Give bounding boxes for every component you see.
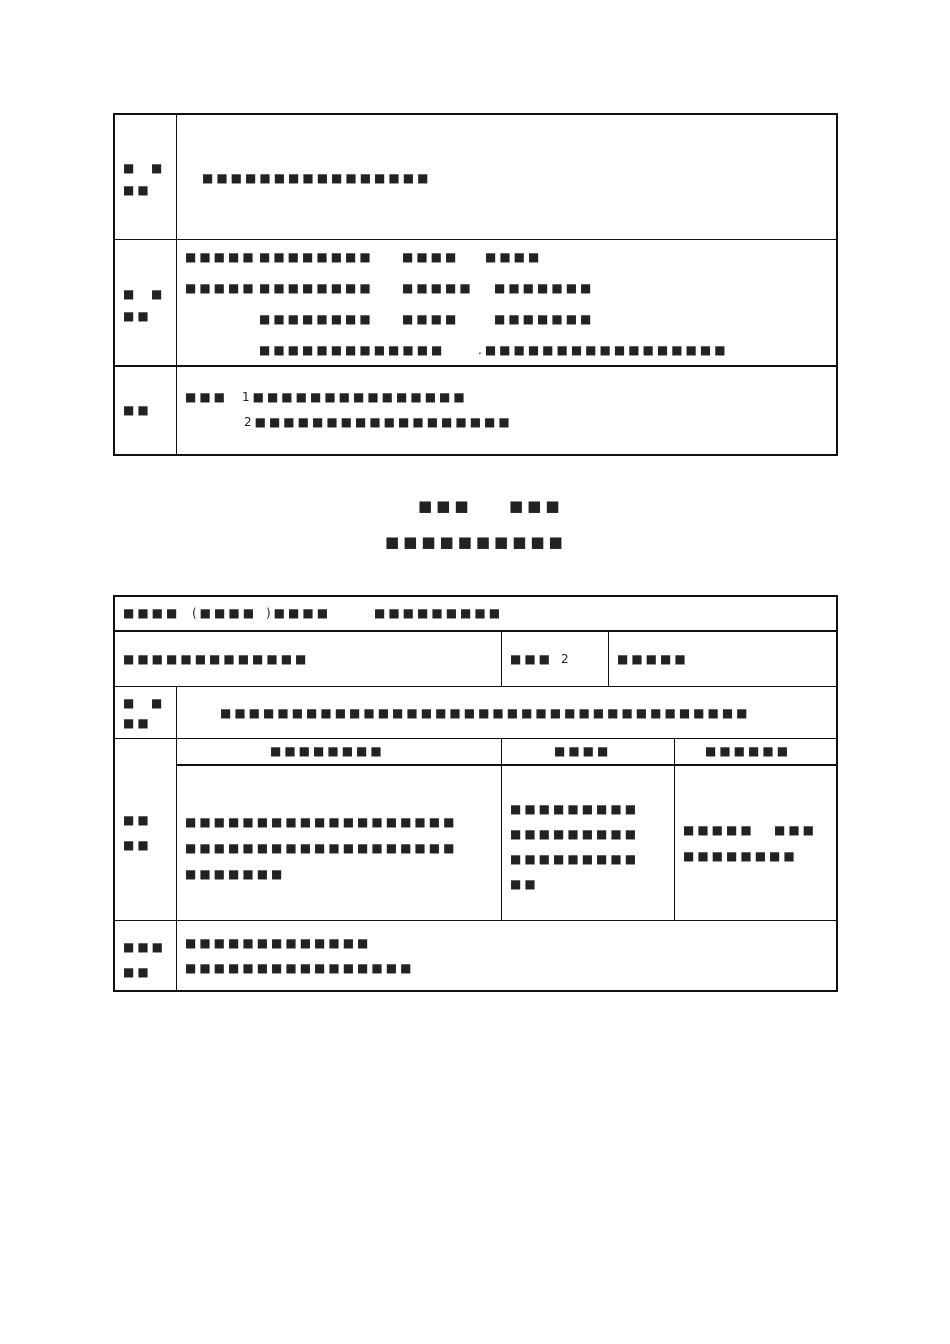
heading-line1-part-a: ■■■: [418, 497, 473, 515]
table2-row2-right: ■■■■■: [617, 652, 689, 666]
table2-row2-divider-b: [608, 630, 609, 687]
table2-row2-divider-a: [501, 630, 502, 687]
table2-row-divider-1: [113, 630, 838, 632]
table2-col-header-3: ■■■■■■: [705, 744, 792, 758]
table2-row4-col3-b: ■■■: [774, 823, 818, 837]
table1-row2-line4-b: ■■■■■■■■■■■■■: [259, 343, 446, 357]
table2-row4-label: ■■ ■■: [123, 813, 152, 852]
table1-label-divider: [176, 113, 177, 456]
table2-row5-line2: ■■■■■■■■■■■■■■■■: [185, 961, 415, 975]
heading-line2: ■■■■■■■■■■: [385, 533, 567, 551]
table2-row4-col1-text: ■■■■■■■■■■■■■■■■■■■ ■■■■■■■■■■■■■■■■■■■ ■■■■■■■: [185, 815, 458, 881]
table2-header-d: ■■■■■■■■■: [374, 606, 504, 620]
table2-row5-line1: ■■■■■■■■■■■■■: [185, 936, 372, 950]
table2-subheader-divider: [176, 764, 838, 766]
table1-row-divider-1: [113, 239, 838, 240]
table2-row2-mid-value: 2: [561, 652, 572, 666]
table1-row1-label: ■ ■ ■■: [123, 161, 166, 197]
table1-row2-line1-a: ■■■■■: [185, 250, 257, 264]
table2-row4-col3-a: ■■■■■: [683, 823, 755, 837]
table2-row-divider-4: [113, 920, 838, 921]
heading-line1-part-b: ■■■: [509, 497, 564, 515]
table2-header-a: ■■■■: [123, 606, 181, 620]
table2-header-c: )■■■■: [266, 606, 332, 620]
table1-row2-line2-b: ■■■■■■■■: [259, 281, 374, 295]
table1-row2-line1-d: ■■■■: [485, 250, 543, 264]
table1-row3-label: ■■: [123, 403, 152, 417]
table1-row2-line1-c: ■■■■: [402, 250, 460, 264]
table1-row2-line3-c: ■■■■: [402, 312, 460, 326]
table2-row4-col3-c: ■■■■■■■■: [683, 849, 798, 863]
table2-col-divider-1: [501, 738, 502, 921]
table2-row2-mid-label: ■■■: [510, 652, 554, 666]
table1-row3-prefix: ■■■: [185, 390, 229, 404]
table1-row2-line2-a: ■■■■■: [185, 281, 257, 295]
table1-row2-line4-c: .■■■■■■■■■■■■■■■■■: [478, 343, 729, 357]
table2-header-b: (■■■■: [192, 606, 258, 620]
table2-col-header-1: ■■■■■■■■: [270, 744, 385, 758]
table2-row-divider-3: [113, 738, 838, 739]
table1-row2-line3-b: ■■■■■■■■: [259, 312, 374, 326]
table1-row2-line2-c: ■■■■■: [402, 281, 474, 295]
table1-row-divider-2: [113, 365, 838, 367]
table1-row3-line1: 1■■■■■■■■■■■■■■■: [242, 390, 468, 404]
table2-row3-label: ■ ■ ■■: [123, 696, 166, 730]
table2-row2-left: ■■■■■■■■■■■■■: [123, 652, 310, 666]
table1-row2-line3-d: ■■■■■■■: [494, 312, 595, 326]
table2-row-divider-2: [113, 686, 838, 687]
table1-row2-label: ■ ■ ■■: [123, 287, 166, 323]
table1-row3-line2: 2■■■■■■■■■■■■■■■■■■: [244, 415, 513, 429]
table1-row1-content: ■■■■■■■■■■■■■■■■: [202, 171, 432, 185]
table2-col-divider-2: [674, 738, 675, 921]
table2-row4-col2-text: ■■■■■■■■■ ■■■■■■■■■ ■■■■■■■■■ ■■: [510, 802, 640, 891]
table2-label-divider: [176, 686, 177, 992]
table2-row3-content: ■■■■■■■■■■■■■■■■■■■■■■■■■■■■■■■■■■■■■: [220, 706, 751, 720]
table1-row2-line1-b: ■■■■■■■■: [259, 250, 374, 264]
table2-row5-label: ■■■ ■■: [123, 940, 167, 979]
table2-col-header-2: ■■■■: [554, 744, 612, 758]
table1-row2-line2-d: ■■■■■■■: [494, 281, 595, 295]
